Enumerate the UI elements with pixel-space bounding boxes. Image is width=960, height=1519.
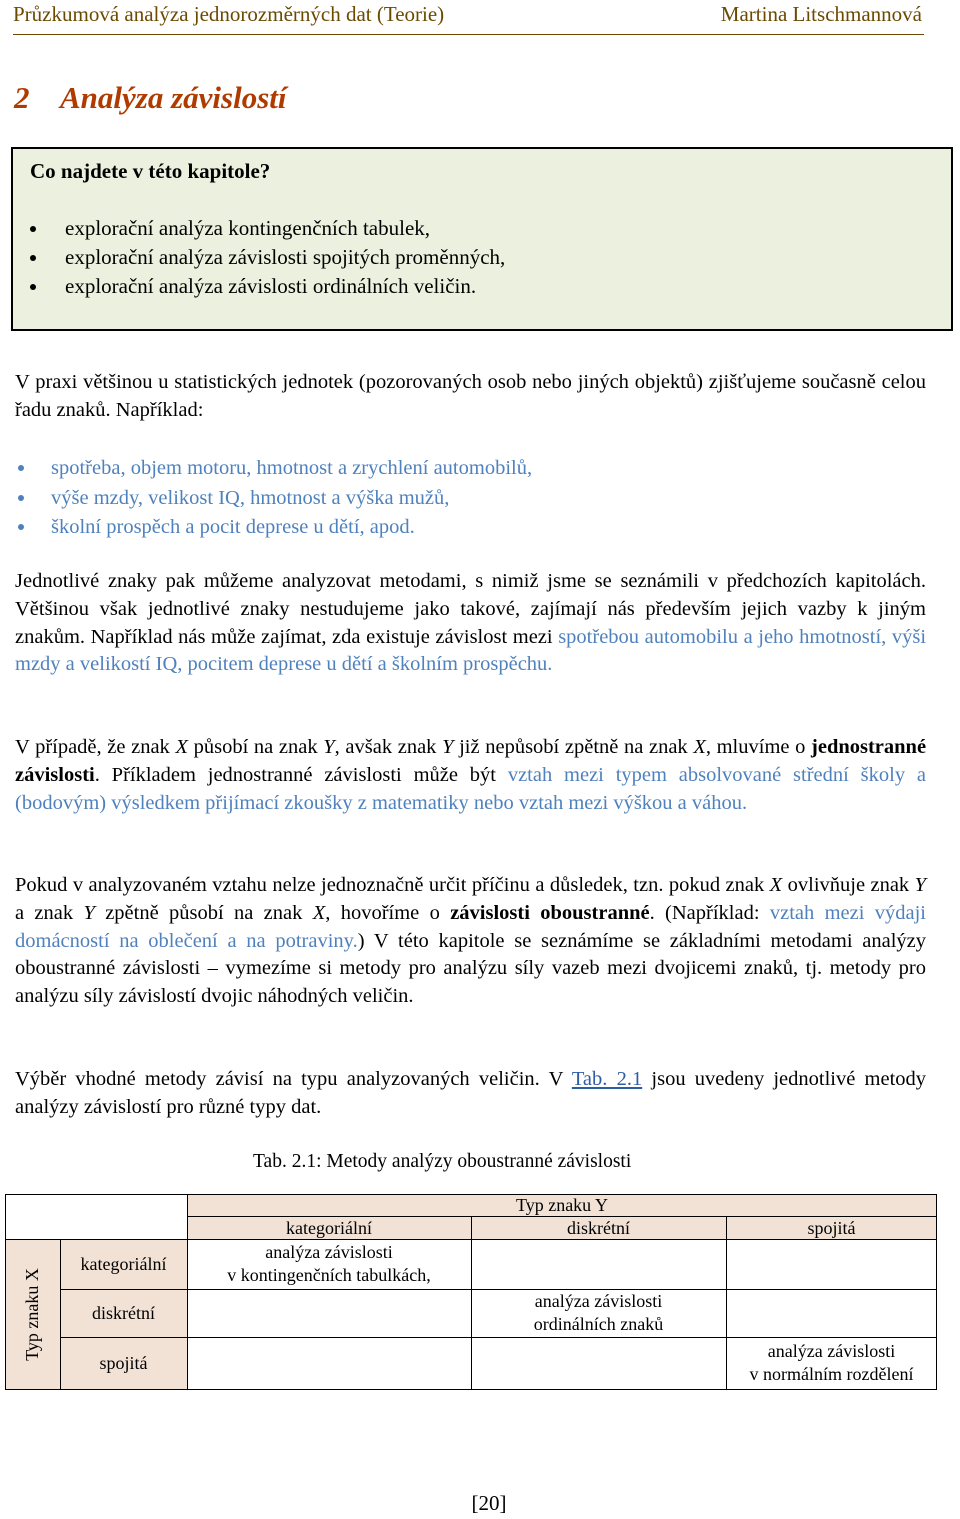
column-header-continuous: spojitá <box>807 1217 856 1238</box>
chapter-title: Analýza závislostí <box>60 80 287 115</box>
examples-list <box>15 455 532 544</box>
row-header-discrete: diskrétní <box>92 1302 155 1323</box>
summary-item-text: explorační analýza závislosti ordinálních veličin. <box>65 274 477 298</box>
text-span: již nepůsobí zpětně na znak <box>459 736 688 758</box>
column-header-discrete: diskrétní <box>567 1217 630 1238</box>
example-text: výše mzdy, velikost IQ, hmotnost a výška mužů, <box>51 486 450 509</box>
variable-y: Y <box>914 874 927 896</box>
cell-text: ordinálních znaků <box>533 1314 664 1334</box>
summary-list-item <box>13 246 505 275</box>
table-caption: Tab. 2.1: Metody analýzy oboustranné závislosti <box>253 1151 632 1172</box>
chapter-heading <box>14 80 287 116</box>
summary-list-item <box>13 275 505 304</box>
cell-text: v normálním rozdělení <box>749 1364 914 1384</box>
example-highlight: spotřebou automobilu a jeho hmotností, výši mzdy a velikostí IQ, pocitem deprese u dětí a školním prospěchu. <box>15 625 927 676</box>
row-header-continuous: spojitá <box>99 1352 148 1373</box>
paragraph-two-sided-dependence <box>15 872 926 1011</box>
table-reference-link[interactable]: Tab. 2.1 <box>571 1068 643 1090</box>
bullet-icon <box>30 255 36 261</box>
example-item <box>15 485 532 515</box>
example-highlight: vztah mezi výdaji domácností na oblečení a na potraviny. <box>15 901 927 952</box>
running-header-title: Průzkumová analýza jednorozměrných dat (Teorie) <box>13 2 445 26</box>
chapter-number: 2 <box>14 80 30 115</box>
summary-box-title: Co najdete v této kapitole? <box>30 159 271 183</box>
cell-text: analýza závislosti <box>534 1291 663 1311</box>
bullet-icon <box>30 226 36 232</box>
example-highlight: vztah mezi typem absolvované střední školy a (bodovým) výsledkem přijímací zkoušky z matematiky nebo vztah mezi výškou a váhou. <box>15 763 927 814</box>
term-two-sided-dependence: závislosti oboustranné <box>450 901 650 924</box>
text-span: zpětně působí na znak <box>105 901 303 924</box>
text-span: ovlivňuje znak <box>787 874 910 896</box>
header-text: Typ znaku Y <box>515 1195 609 1215</box>
variable-y: Y <box>323 736 335 758</box>
cell-continuous-continuous <box>726 1337 937 1389</box>
paragraph-text: Jednotlivé znaky pak můžeme analyzovat metodami, s nimiž jsme se seznámili v předchozích kapitolách. Většinou však jednotlivé znaky nestudujeme jako takové, zajímají nás především jejich vazby k jiným znakům. Například nás může zajímat, zda existuje závislost mezi <box>15 570 926 648</box>
bullet-icon <box>18 524 24 530</box>
cell-text: v kontingenčních tabulkách, <box>227 1265 431 1285</box>
text-span: , hovoříme o <box>325 901 440 924</box>
example-text: školní prospěch a pocit deprese u dětí, apod. <box>51 516 415 538</box>
header-text: Typ znaku X <box>22 1268 42 1361</box>
variable-y: Y <box>442 736 454 758</box>
column-header-categorical: kategoriální <box>286 1217 372 1238</box>
bullet-icon <box>18 465 24 471</box>
text-span: . Příkladem jednostranné závislosti může být <box>94 763 496 786</box>
paragraph-analysis-intro <box>15 568 926 679</box>
cell-categorical-categorical <box>187 1239 471 1289</box>
text-span: působí na znak <box>193 736 318 758</box>
intro-paragraph: V praxi většinou u statistických jednotek (pozorovaných osob nebo jiných objektů) zjišťujeme současně celou řadu znaků. Například: <box>15 371 926 421</box>
variable-x: X <box>769 874 783 896</box>
text-span: ) V této kapitole se seznámíme se základními metodami analýzy oboustranné závislosti – vymezíme si metody pro analýzu síly vazeb mezi dvojicemi znaků, tj. metody pro analýzu síly závislostí dvojic náhodných veličin. <box>15 929 926 1008</box>
running-header-author: Martina Litschmannová <box>720 2 922 26</box>
row-header-categorical: kategoriální <box>80 1253 167 1274</box>
paragraph-method-choice <box>15 1066 926 1122</box>
cell-text: analýza závislosti <box>767 1341 896 1361</box>
text-span: V případě, že znak <box>15 736 170 758</box>
example-text: spotřeba, objem motoru, hmotnost a zrychlení automobilů, <box>51 457 533 479</box>
methods-table <box>5 1194 937 1390</box>
text-span: Výběr vhodné metody závisí na typu analyzovaných veličin. V <box>15 1068 564 1090</box>
text-span: a znak <box>15 901 74 924</box>
cell-discrete-discrete <box>471 1289 726 1337</box>
paragraph-one-sided-dependence <box>15 734 926 817</box>
variable-x: X <box>312 901 326 924</box>
text-span: . (Například: <box>649 901 760 924</box>
bullet-icon <box>30 284 36 290</box>
text-span: Pokud v analyzovaném vztahu nelze jednoznačně určit příčinu a důsledek, tzn. pokud znak <box>15 874 765 896</box>
header-divider <box>13 34 924 35</box>
text-span: jsou uvedeny jednotlivé metody analýzy závislostí pro různé typy dat. <box>15 1068 927 1118</box>
summary-list-item <box>13 217 505 246</box>
page-number: [20] <box>471 1491 507 1515</box>
bullet-icon <box>18 495 24 501</box>
row-group-header <box>5 1239 60 1390</box>
example-item <box>15 514 532 544</box>
example-item <box>15 455 532 485</box>
variable-x: X <box>175 736 188 758</box>
summary-item-text: explorační analýza závislosti spojitých proměnných, <box>65 245 506 269</box>
variable-x: X <box>693 736 706 758</box>
summary-item-text: explorační analýza kontingenčních tabulek, <box>65 216 431 240</box>
column-group-header <box>187 1194 937 1217</box>
cell-text: analýza závislosti <box>265 1242 393 1262</box>
term-one-sided-dependence: jednostranné závislosti <box>15 736 927 786</box>
text-span: , avšak znak <box>334 736 437 758</box>
summary-list <box>13 217 505 304</box>
chapter-summary-box <box>11 147 953 331</box>
text-span: , mluvíme o <box>705 736 806 758</box>
variable-y: Y <box>83 901 95 924</box>
